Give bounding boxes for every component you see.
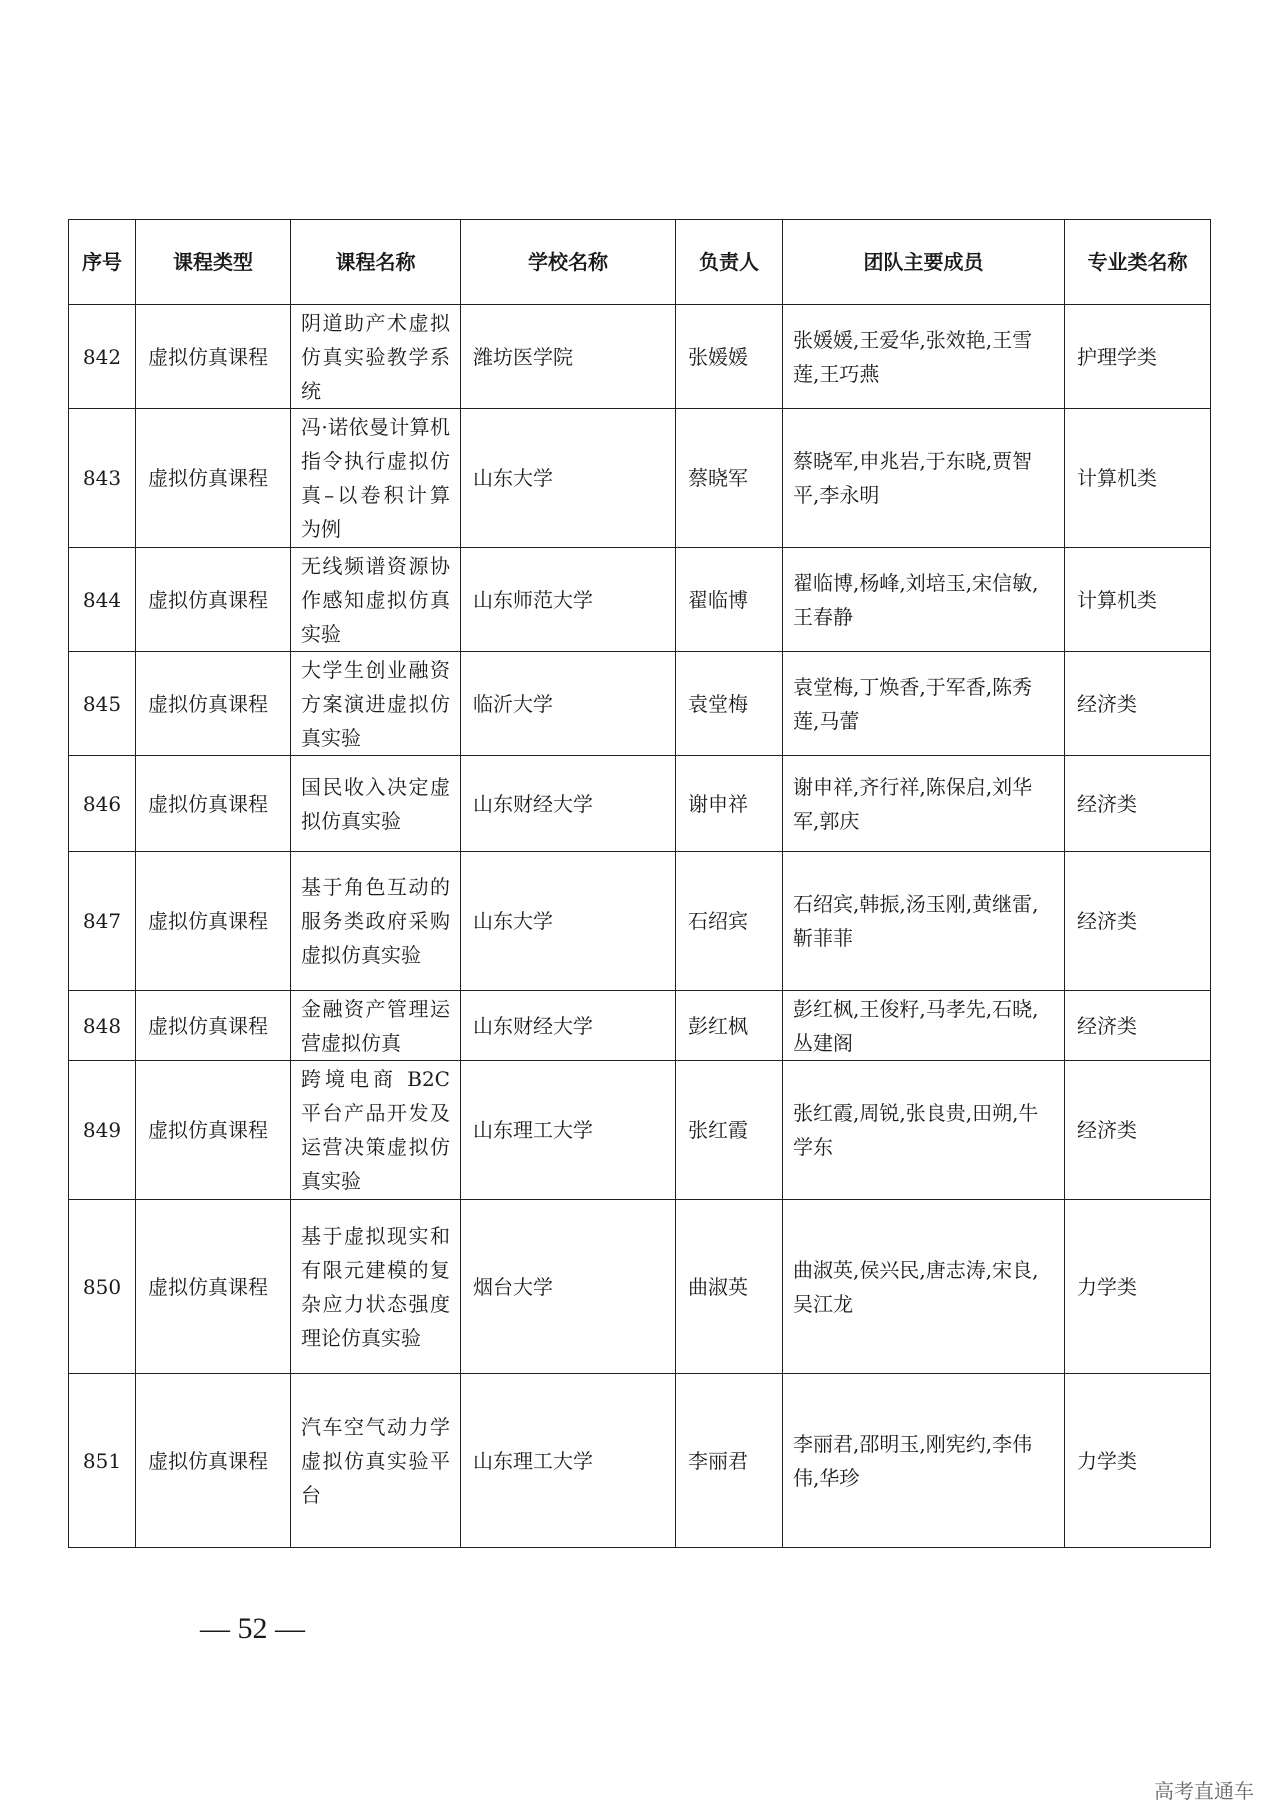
row-course-name: 基于角色互动的服务类政府采购虚拟仿真实验 <box>291 852 461 991</box>
row-course-type: 虚拟仿真课程 <box>136 1200 291 1374</box>
row-category: 经济类 <box>1065 652 1211 756</box>
row-course-name: 阴道助产术虚拟仿真实验教学系统 <box>291 305 461 409</box>
row-no: 851 <box>69 1374 136 1548</box>
row-course-type: 虚拟仿真课程 <box>136 852 291 991</box>
col-header-course-name: 课程名称 <box>291 220 461 305</box>
row-members: 张媛媛,王爱华,张效艳,王雪莲,王巧燕 <box>783 305 1065 409</box>
table-row <box>69 756 1211 852</box>
col-header-members: 团队主要成员 <box>783 220 1065 305</box>
row-leader: 彭红枫 <box>676 991 783 1061</box>
table-row <box>69 305 1211 409</box>
row-leader: 翟临博 <box>676 548 783 652</box>
table-row <box>69 1200 1211 1374</box>
row-no: 845 <box>69 652 136 756</box>
col-header-course-type: 课程类型 <box>136 220 291 305</box>
table-row <box>69 548 1211 652</box>
row-no: 849 <box>69 1061 136 1200</box>
row-leader: 曲淑英 <box>676 1200 783 1374</box>
col-header-leader: 负责人 <box>676 220 783 305</box>
row-no: 850 <box>69 1200 136 1374</box>
row-leader: 谢申祥 <box>676 756 783 852</box>
row-no: 846 <box>69 756 136 852</box>
row-school: 烟台大学 <box>461 1200 676 1374</box>
row-category: 经济类 <box>1065 991 1211 1061</box>
row-members: 蔡晓军,申兆岩,于东晓,贾智平,李永明 <box>783 409 1065 548</box>
row-leader: 张媛媛 <box>676 305 783 409</box>
row-members: 谢申祥,齐行祥,陈保启,刘华军,郭庆 <box>783 756 1065 852</box>
row-school: 山东师范大学 <box>461 548 676 652</box>
row-category: 计算机类 <box>1065 548 1211 652</box>
row-no: 842 <box>69 305 136 409</box>
table-row <box>69 852 1211 991</box>
row-members: 李丽君,邵明玉,刚宪约,李伟伟,华珍 <box>783 1374 1065 1548</box>
row-course-type: 虚拟仿真课程 <box>136 652 291 756</box>
row-course-name: 汽车空气动力学虚拟仿真实验平台 <box>291 1374 461 1548</box>
row-no: 843 <box>69 409 136 548</box>
col-header-category: 专业类名称 <box>1065 220 1211 305</box>
row-leader: 李丽君 <box>676 1374 783 1548</box>
row-category: 经济类 <box>1065 756 1211 852</box>
col-header-no: 序号 <box>69 220 136 305</box>
row-course-name: 金融资产管理运营虚拟仿真 <box>291 991 461 1061</box>
table-row <box>69 409 1211 548</box>
row-course-name: 跨境电商 B2C 平台产品开发及运营决策虚拟仿真实验 <box>291 1061 461 1200</box>
row-school: 山东大学 <box>461 409 676 548</box>
table-header-row <box>69 220 1211 305</box>
row-course-type: 虚拟仿真课程 <box>136 991 291 1061</box>
row-category: 力学类 <box>1065 1200 1211 1374</box>
row-course-name: 基于虚拟现实和有限元建模的复杂应力状态强度理论仿真实验 <box>291 1200 461 1374</box>
row-school: 山东理工大学 <box>461 1061 676 1200</box>
row-school: 山东财经大学 <box>461 756 676 852</box>
table-row <box>69 652 1211 756</box>
row-course-type: 虚拟仿真课程 <box>136 756 291 852</box>
row-school: 山东大学 <box>461 852 676 991</box>
row-school: 山东理工大学 <box>461 1374 676 1548</box>
row-members: 翟临博,杨峰,刘培玉,宋信敏,王春静 <box>783 548 1065 652</box>
row-category: 力学类 <box>1065 1374 1211 1548</box>
col-header-school: 学校名称 <box>461 220 676 305</box>
row-leader: 石绍宾 <box>676 852 783 991</box>
row-category: 护理学类 <box>1065 305 1211 409</box>
row-category: 经济类 <box>1065 852 1211 991</box>
watermark-text: 高考直通车 <box>1154 1779 1254 1803</box>
page-number: — 52 — <box>200 1612 305 1645</box>
row-no: 847 <box>69 852 136 991</box>
row-course-type: 虚拟仿真课程 <box>136 305 291 409</box>
row-members: 彭红枫,王俊籽,马孝先,石晓,丛建阁 <box>783 991 1065 1061</box>
row-course-name: 国民收入决定虚拟仿真实验 <box>291 756 461 852</box>
row-members: 张红霞,周锐,张良贵,田朔,牛学东 <box>783 1061 1065 1200</box>
row-category: 计算机类 <box>1065 409 1211 548</box>
row-leader: 张红霞 <box>676 1061 783 1200</box>
row-course-type: 虚拟仿真课程 <box>136 1061 291 1200</box>
row-course-name: 大学生创业融资方案演进虚拟仿真实验 <box>291 652 461 756</box>
row-members: 石绍宾,韩振,汤玉刚,黄继雷,靳菲菲 <box>783 852 1065 991</box>
table-row <box>69 1374 1211 1548</box>
table-row <box>69 991 1211 1061</box>
row-course-name: 无线频谱资源协作感知虚拟仿真实验 <box>291 548 461 652</box>
row-category: 经济类 <box>1065 1061 1211 1200</box>
row-course-name: 冯·诺依曼计算机指令执行虚拟仿真–以卷积计算为例 <box>291 409 461 548</box>
table-row <box>69 1061 1211 1200</box>
row-school: 临沂大学 <box>461 652 676 756</box>
row-members: 袁堂梅,丁焕香,于军香,陈秀莲,马蕾 <box>783 652 1065 756</box>
row-course-type: 虚拟仿真课程 <box>136 1374 291 1548</box>
course-table <box>68 219 1211 1548</box>
row-leader: 袁堂梅 <box>676 652 783 756</box>
row-no: 848 <box>69 991 136 1061</box>
row-leader: 蔡晓军 <box>676 409 783 548</box>
row-members: 曲淑英,侯兴民,唐志涛,宋良,吴江龙 <box>783 1200 1065 1374</box>
row-course-type: 虚拟仿真课程 <box>136 548 291 652</box>
row-school: 山东财经大学 <box>461 991 676 1061</box>
row-course-type: 虚拟仿真课程 <box>136 409 291 548</box>
row-no: 844 <box>69 548 136 652</box>
row-school: 潍坊医学院 <box>461 305 676 409</box>
